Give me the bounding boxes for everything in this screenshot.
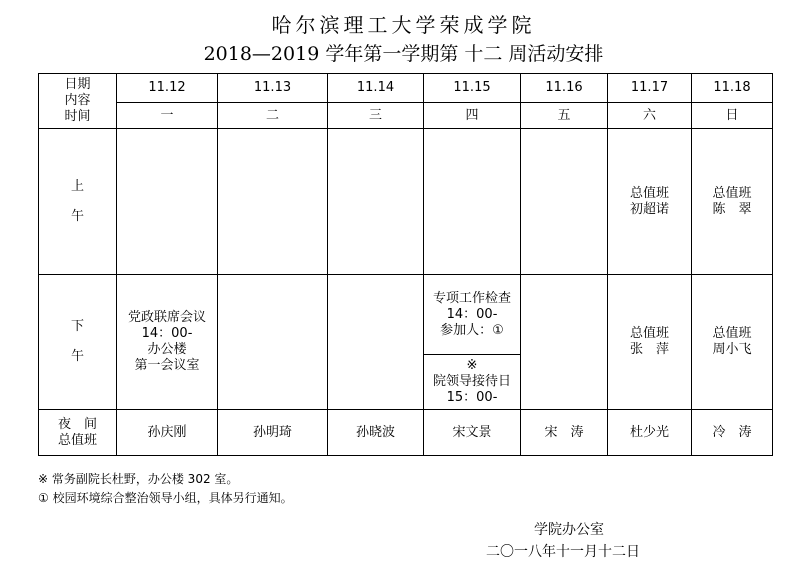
afternoon-sun-duty-title: 总值班 <box>712 326 752 341</box>
morning-label-2: 午 <box>70 208 84 224</box>
morning-mon <box>117 129 218 275</box>
afternoon-sat <box>608 275 692 410</box>
morning-wed <box>328 129 424 275</box>
document-title: 哈尔滨理工大学荣成学院 <box>271 13 536 37</box>
night-thu: 宋文景 <box>424 410 521 456</box>
reception-mark: ※ <box>466 358 478 373</box>
morning-label-1: 上 <box>70 178 84 194</box>
inspection-block <box>424 275 520 355</box>
morning-sat-duty-title: 总值班 <box>629 185 669 201</box>
afternoon-label-1: 下 <box>70 319 84 334</box>
weekday-tue: 二 <box>218 103 328 129</box>
meeting-building: 办公楼 <box>147 342 187 357</box>
weekday-wed: 三 <box>328 103 424 129</box>
date-mon: 11.12 <box>117 74 218 103</box>
inspection-time: 14：00- <box>446 306 498 322</box>
night-fri: 宋 涛 <box>521 410 608 456</box>
afternoon-label <box>39 275 117 410</box>
weekday-mon: 一 <box>117 103 218 129</box>
morning-sun <box>692 129 773 275</box>
night-label <box>39 410 117 456</box>
night-sat: 杜少光 <box>608 410 692 456</box>
morning-sat-duty-person: 初超诺 <box>629 201 669 217</box>
afternoon-sun-duty-person: 周小飞 <box>712 342 752 357</box>
inspection-title: 专项工作检查 <box>432 290 511 306</box>
corner-date-label: 日期 <box>64 77 91 92</box>
meeting-room: 第一会议室 <box>134 358 200 373</box>
afternoon-thu <box>424 275 521 410</box>
document-subtitle: 2018—2019 学年第一学期第 十二 周活动安排 <box>203 43 604 65</box>
date-fri: 11.16 <box>521 74 608 103</box>
signature-date: 二〇一八年十一月十二日 <box>486 544 640 560</box>
afternoon-sat-duty-title: 总值班 <box>629 326 669 341</box>
corner-content-label: 内容 <box>64 93 91 108</box>
afternoon-sat-duty-person: 张 萍 <box>629 342 669 357</box>
footnotes <box>38 470 293 508</box>
date-thu: 11.15 <box>424 74 521 103</box>
afternoon-sun <box>692 275 773 410</box>
night-sun: 冷 涛 <box>692 410 773 456</box>
weekday-thu: 四 <box>424 103 521 129</box>
night-label-2: 总值班 <box>57 432 97 448</box>
morning-sat <box>608 129 692 275</box>
morning-tue <box>218 129 328 275</box>
morning-thu <box>424 129 521 275</box>
date-sun: 11.18 <box>692 74 773 103</box>
morning-sun-duty-title: 总值班 <box>712 185 752 201</box>
night-wed: 孙晓波 <box>328 410 424 456</box>
night-mon: 孙庆刚 <box>117 410 218 456</box>
meeting-title: 党政联席会议 <box>127 310 206 325</box>
inspection-participants: 参加人：① <box>440 322 504 338</box>
footnote-1: ※ 常务副院长杜野，办公楼 302 室。 <box>38 472 239 486</box>
morning-label <box>39 129 117 275</box>
night-label-1: 夜 间 <box>57 416 97 432</box>
afternoon-label-2: 午 <box>70 349 84 364</box>
afternoon-fri <box>521 275 608 410</box>
afternoon-tue <box>218 275 328 410</box>
footnote-2: ① 校园环境综合整治领导小组，具体另行通知。 <box>38 491 293 505</box>
morning-sun-duty-person: 陈 翠 <box>712 201 752 217</box>
afternoon-wed <box>328 275 424 410</box>
reception-time: 15：00- <box>446 390 498 405</box>
date-tue: 11.13 <box>218 74 328 103</box>
morning-fri <box>521 129 608 275</box>
weekday-fri: 五 <box>521 103 608 129</box>
weekday-sat: 六 <box>608 103 692 129</box>
weekday-sun: 日 <box>692 103 773 129</box>
signature-office: 学院办公室 <box>534 522 604 538</box>
reception-block <box>424 355 520 409</box>
meeting-time: 14：00- <box>141 326 193 341</box>
schedule-table <box>38 73 773 456</box>
corner-header <box>39 74 117 129</box>
afternoon-mon <box>117 275 218 410</box>
date-wed: 11.14 <box>328 74 424 103</box>
reception-title: 院领导接待日 <box>432 374 511 389</box>
corner-time-label: 时间 <box>64 109 91 124</box>
night-tue: 孙明琦 <box>218 410 328 456</box>
date-sat: 11.17 <box>608 74 692 103</box>
